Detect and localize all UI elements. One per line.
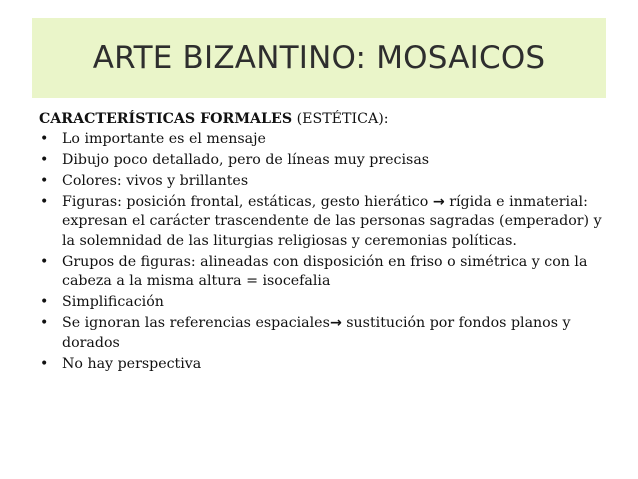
list-item-text: No hay perspectiva	[62, 355, 202, 372]
list-item	[39, 293, 619, 313]
slide-title: ARTE BIZANTINO: MOSAICOS	[92, 40, 546, 76]
bullet-icon: •	[40, 172, 49, 189]
list-item-text: Lo importante es el mensaje	[62, 130, 266, 147]
title-band	[32, 18, 606, 98]
bullet-icon: •	[40, 193, 49, 210]
arrow-right-icon: →	[432, 193, 445, 210]
list-item-text-after: sustitución por fondos planos y dorados	[62, 315, 571, 351]
list-item	[39, 314, 619, 353]
arrow-right-icon: →	[329, 315, 342, 331]
list-item	[39, 355, 619, 375]
list-item-text-after: rígida e inmaterial: expresan el carácter trascendente de las personas sagradas (emperador) y la solemnidad de las liturgias religiosas y ceremonias políticas.	[62, 193, 602, 249]
list-item	[39, 193, 619, 252]
list-item-text: Simplificación	[62, 294, 164, 310]
list-item-text: Colores: vivos y brillantes	[62, 172, 249, 189]
list-item	[39, 253, 619, 292]
list-item-text-before: Se ignoran las referencias espaciales	[62, 315, 330, 331]
list-item-text: Dibujo poco detallado, pero de líneas muy precisas	[62, 151, 430, 168]
section-heading-rest: (ESTÉTICA):	[292, 111, 389, 127]
bullet-list	[39, 130, 619, 375]
bullet-icon: •	[40, 253, 49, 270]
list-item	[39, 172, 619, 192]
bullet-icon: •	[40, 294, 49, 310]
bullet-icon: •	[40, 130, 49, 147]
slide-content	[39, 110, 619, 376]
bullet-icon: •	[40, 315, 49, 331]
list-item-text: Grupos de figuras: alineadas con disposición en friso o simétrica y con la cabeza a la misma altura = isocefalia	[62, 253, 588, 289]
section-heading-bold: CARACTERÍSTICAS FORMALES	[39, 111, 293, 127]
list-item-text-before: Figuras: posición frontal, estáticas, gesto hierático	[62, 193, 433, 210]
list-item	[39, 130, 619, 150]
bullet-icon: •	[40, 355, 49, 372]
bullet-icon: •	[40, 151, 49, 168]
section-heading	[39, 110, 619, 130]
list-item	[39, 151, 619, 171]
